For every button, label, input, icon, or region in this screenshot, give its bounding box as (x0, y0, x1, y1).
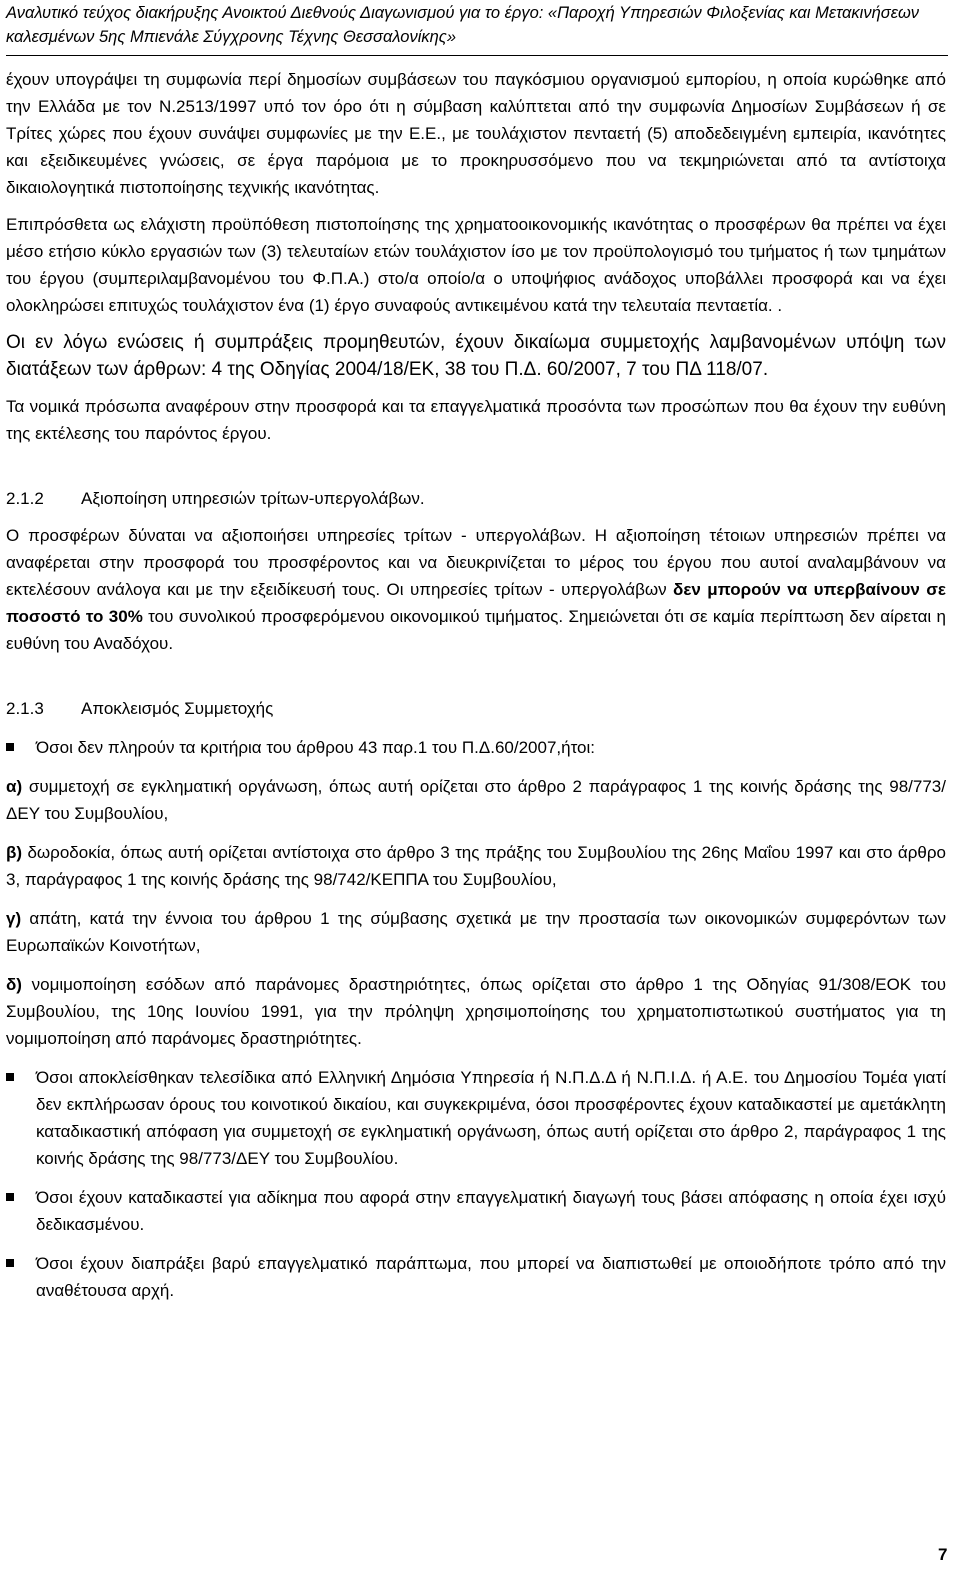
header-line-1: Αναλυτικό τεύχος διακήρυξης Ανοικτού Διεθνούς Διαγωνισμού για το έργο: «Παροχή Υπηρεσιών Φιλοξενίας και Μετακινήσεων (6, 4, 920, 22)
section-title: Αξιοποίηση υπηρεσιών τρίτων-υπεργολάβων. (81, 489, 425, 508)
section-number: 2.1.2 (6, 489, 44, 508)
item-text: δωροδοκία, όπως αυτή ορίζεται αντίστοιχα στο άρθρο 3 της πράξης του Συμβουλίου της 26ης Μαΐου 1997 και στο άρθρο 3, παράγραφος 1 της κοινής δράσης της 98/742/ΚΕΠΠΑ του Συμβουλίου, (6, 843, 946, 889)
item-text: συμμετοχή σε εγκληματική οργάνωση, όπως αυτή ορίζεται στο άρθρο 2 παράγραφος 1 της κοινής δράσης της 98/773/ΔΕΥ του Συμβουλίου, (6, 777, 946, 823)
bullet-text: Όσοι αποκλείσθηκαν τελεσίδικα από Ελληνική Δημόσια Υπηρεσία ή Ν.Π.Δ.Δ ή Ν.Π.Ι.Δ. ή Α.Ε. του Δημοσίου Τομέα γιατί δεν εκπλήρωσαν όρους του κοινοτικού δικαίου, και συγκεκριμένα, όσοι προσφέροντες έχουν καταδικαστεί με αμετάκλητη καταδικαστική απόφαση για συμμετοχή σε εγκληματική οργάνωση, όπως αυτή ορίζεται στο άρθρο 2, παράγραφος 1 της κοινής δράσης της 98/773/ΔΕΥ του Συμβουλίου. (36, 1068, 946, 1168)
item-label: δ) (6, 975, 22, 994)
section-heading-2-1-2 (6, 485, 946, 512)
bullet-text: Όσοι δεν πληρούν τα κριτήρια του άρθρου 43 παρ.1 του Π.Δ.60/2007,ήτοι: (36, 738, 595, 757)
section-heading-2-1-3 (6, 695, 946, 722)
page-number: 7 (938, 1545, 948, 1564)
exclusion-item-d (6, 971, 946, 1052)
paragraph-legal-entities: Τα νομικά πρόσωπα αναφέρουν στην προσφορά και τα επαγγελματικά προσόντα των προσώπων που θα έχουν την ευθύνη της εκτέλεσης του παρόντος έργου. (6, 397, 946, 443)
subcontractors-text-start: Ο προσφέρων δύναται να αξιοποιήσει υπηρεσίες τρίτων - υπεργολάβων. Η αξιοποίηση τέτοιων υπηρεσιών πρέπει να αναφέρεται στην προσφορά του προσφέροντος και να διευκρινίζεται το μέρος του έργου που αυτοί αναλαμβάνουν να εκτελέσουν ανάλογα και με την εξειδίκευσή τους. Οι υπηρεσίες τρίτων - υπεργολάβων (6, 526, 946, 599)
section-number: 2.1.3 (6, 699, 44, 718)
square-bullet-icon (6, 734, 36, 761)
exclusion-item-b (6, 839, 946, 893)
bullet-text: Όσοι έχουν διαπράξει βαρύ επαγγελματικό παράπτωμα, που μπορεί να διαπιστωθεί με οποιοδήποτε τρόπο από την αναθέτουσα αρχή. (36, 1254, 946, 1300)
header-line-2: καλεσμένων 5ης Μπιενάλε Σύγχρονης Τέχνης Θεσσαλονίκης» (6, 28, 456, 46)
exclusion-item-a (6, 773, 946, 827)
list-item (6, 734, 946, 761)
list-item (6, 1250, 946, 1304)
page-header (6, 1, 946, 49)
list-item (6, 1184, 946, 1238)
item-text: απάτη, κατά την έννοια του άρθρου 1 της σύμβασης σχετικά με την προστασία των οικονομικών συμφερόντων των Ευρωπαϊκών Κοινοτήτων, (6, 909, 946, 955)
paragraph-eligibility: έχουν υπογράψει τη συμφωνία περί δημοσίων συμβάσεων του παγκόσμιου οργανισμού εμπορίου, η οποία κυρώθηκε από την Ελλάδα με τον Ν.2513/1997 υπό τον όρο ότι η σύμβαση καλύπτεται από την συμφωνία Δημοσίων Συμβάσεων ή σε Τρίτες χώρες που έχουν συνάψει συμφωνίες με την Ε.Ε., με τουλάχιστον πενταετή (5) αποδεδειγμένη εμπειρία, ικανότητες και εξειδικευμένες γνώσεις, σε έργα παρόμοια με το προκηρυσσόμενο που να τεκμηριώνεται από τα αντίστοιχα δικαιολογητικά πιστοποίησης τεχνικής ικανότητας. (6, 70, 946, 197)
list-item (6, 1064, 946, 1172)
paragraph-financial-capacity: Επιπρόσθετα ως ελάχιστη προϋπόθεση πιστοποίησης της χρηματοοικονομικής ικανότητας ο προσφέρων θα πρέπει να έχει μέσο ετήσιο κύκλο εργασιών των (3) τελευταίων ετών τουλάχιστον ίσο με τον προϋπολογισμό του τμήματος ή των τμημάτων του έργου (συμπεριλαμβανομένου του Φ.Π.Α.) στο/α οποίο/α ο υποψήφιος ανάδοχος υποβάλλει προσφορά και να έχει ολοκληρώσει επιτυχώς τουλάχιστον ένα (1) έργο συναφούς αντικειμένου κατά την τελευταία πενταετία. . (6, 215, 946, 315)
item-label: γ) (6, 909, 22, 928)
subcontractors-text-end: του συνολικού προσφερόμενου οικονομικού τιμήματος. Σημειώνεται ότι σε καμία περίπτωση δεν αίρεται η ευθύνη του Αναδόχου. (6, 607, 946, 653)
section-title: Αποκλεισμός Συμμετοχής (81, 699, 274, 718)
page-content (6, 66, 946, 1304)
item-label: α) (6, 777, 23, 796)
square-bullet-icon (6, 1184, 36, 1238)
subcontractors-limit: δεν μπορούν να υπερβαίνουν σε ποσοστό το 30% (6, 580, 946, 626)
square-bullet-icon (6, 1064, 36, 1172)
bullet-text: Όσοι έχουν καταδικαστεί για αδίκημα που αφορά στην επαγγελματική διαγωγή τους βάσει απόφασης η οποία έχει ισχύ δεδικασμένου. (36, 1188, 946, 1234)
exclusion-item-c (6, 905, 946, 959)
square-bullet-icon (6, 1250, 36, 1304)
paragraph-consortia: Οι εν λόγω ενώσεις ή συμπράξεις προμηθευτών, έχουν δικαίωμα συμμετοχής λαμβανομένων υπόψη των διατάξεων των άρθρων: 4 της Οδηγίας 2004/18/ΕΚ, 38 του Π.Δ. 60/2007, 7 του ΠΔ 118/07. (6, 332, 946, 380)
header-divider (6, 55, 948, 56)
paragraph-subcontractors (6, 522, 946, 657)
item-label: β) (6, 843, 23, 862)
item-text: νομιμοποίηση εσόδων από παράνομες δραστηριότητες, όπως ορίζεται στο άρθρο 1 της Οδηγίας 91/308/ΕΟΚ του Συμβουλίου, της 10ης Ιουνίου 1991, για την πρόληψη χρησιμοποίησης του χρηματοπιστωτικού συστήματος για τη νομιμοποίηση από παράνομες δραστηριότητες. (6, 975, 946, 1048)
